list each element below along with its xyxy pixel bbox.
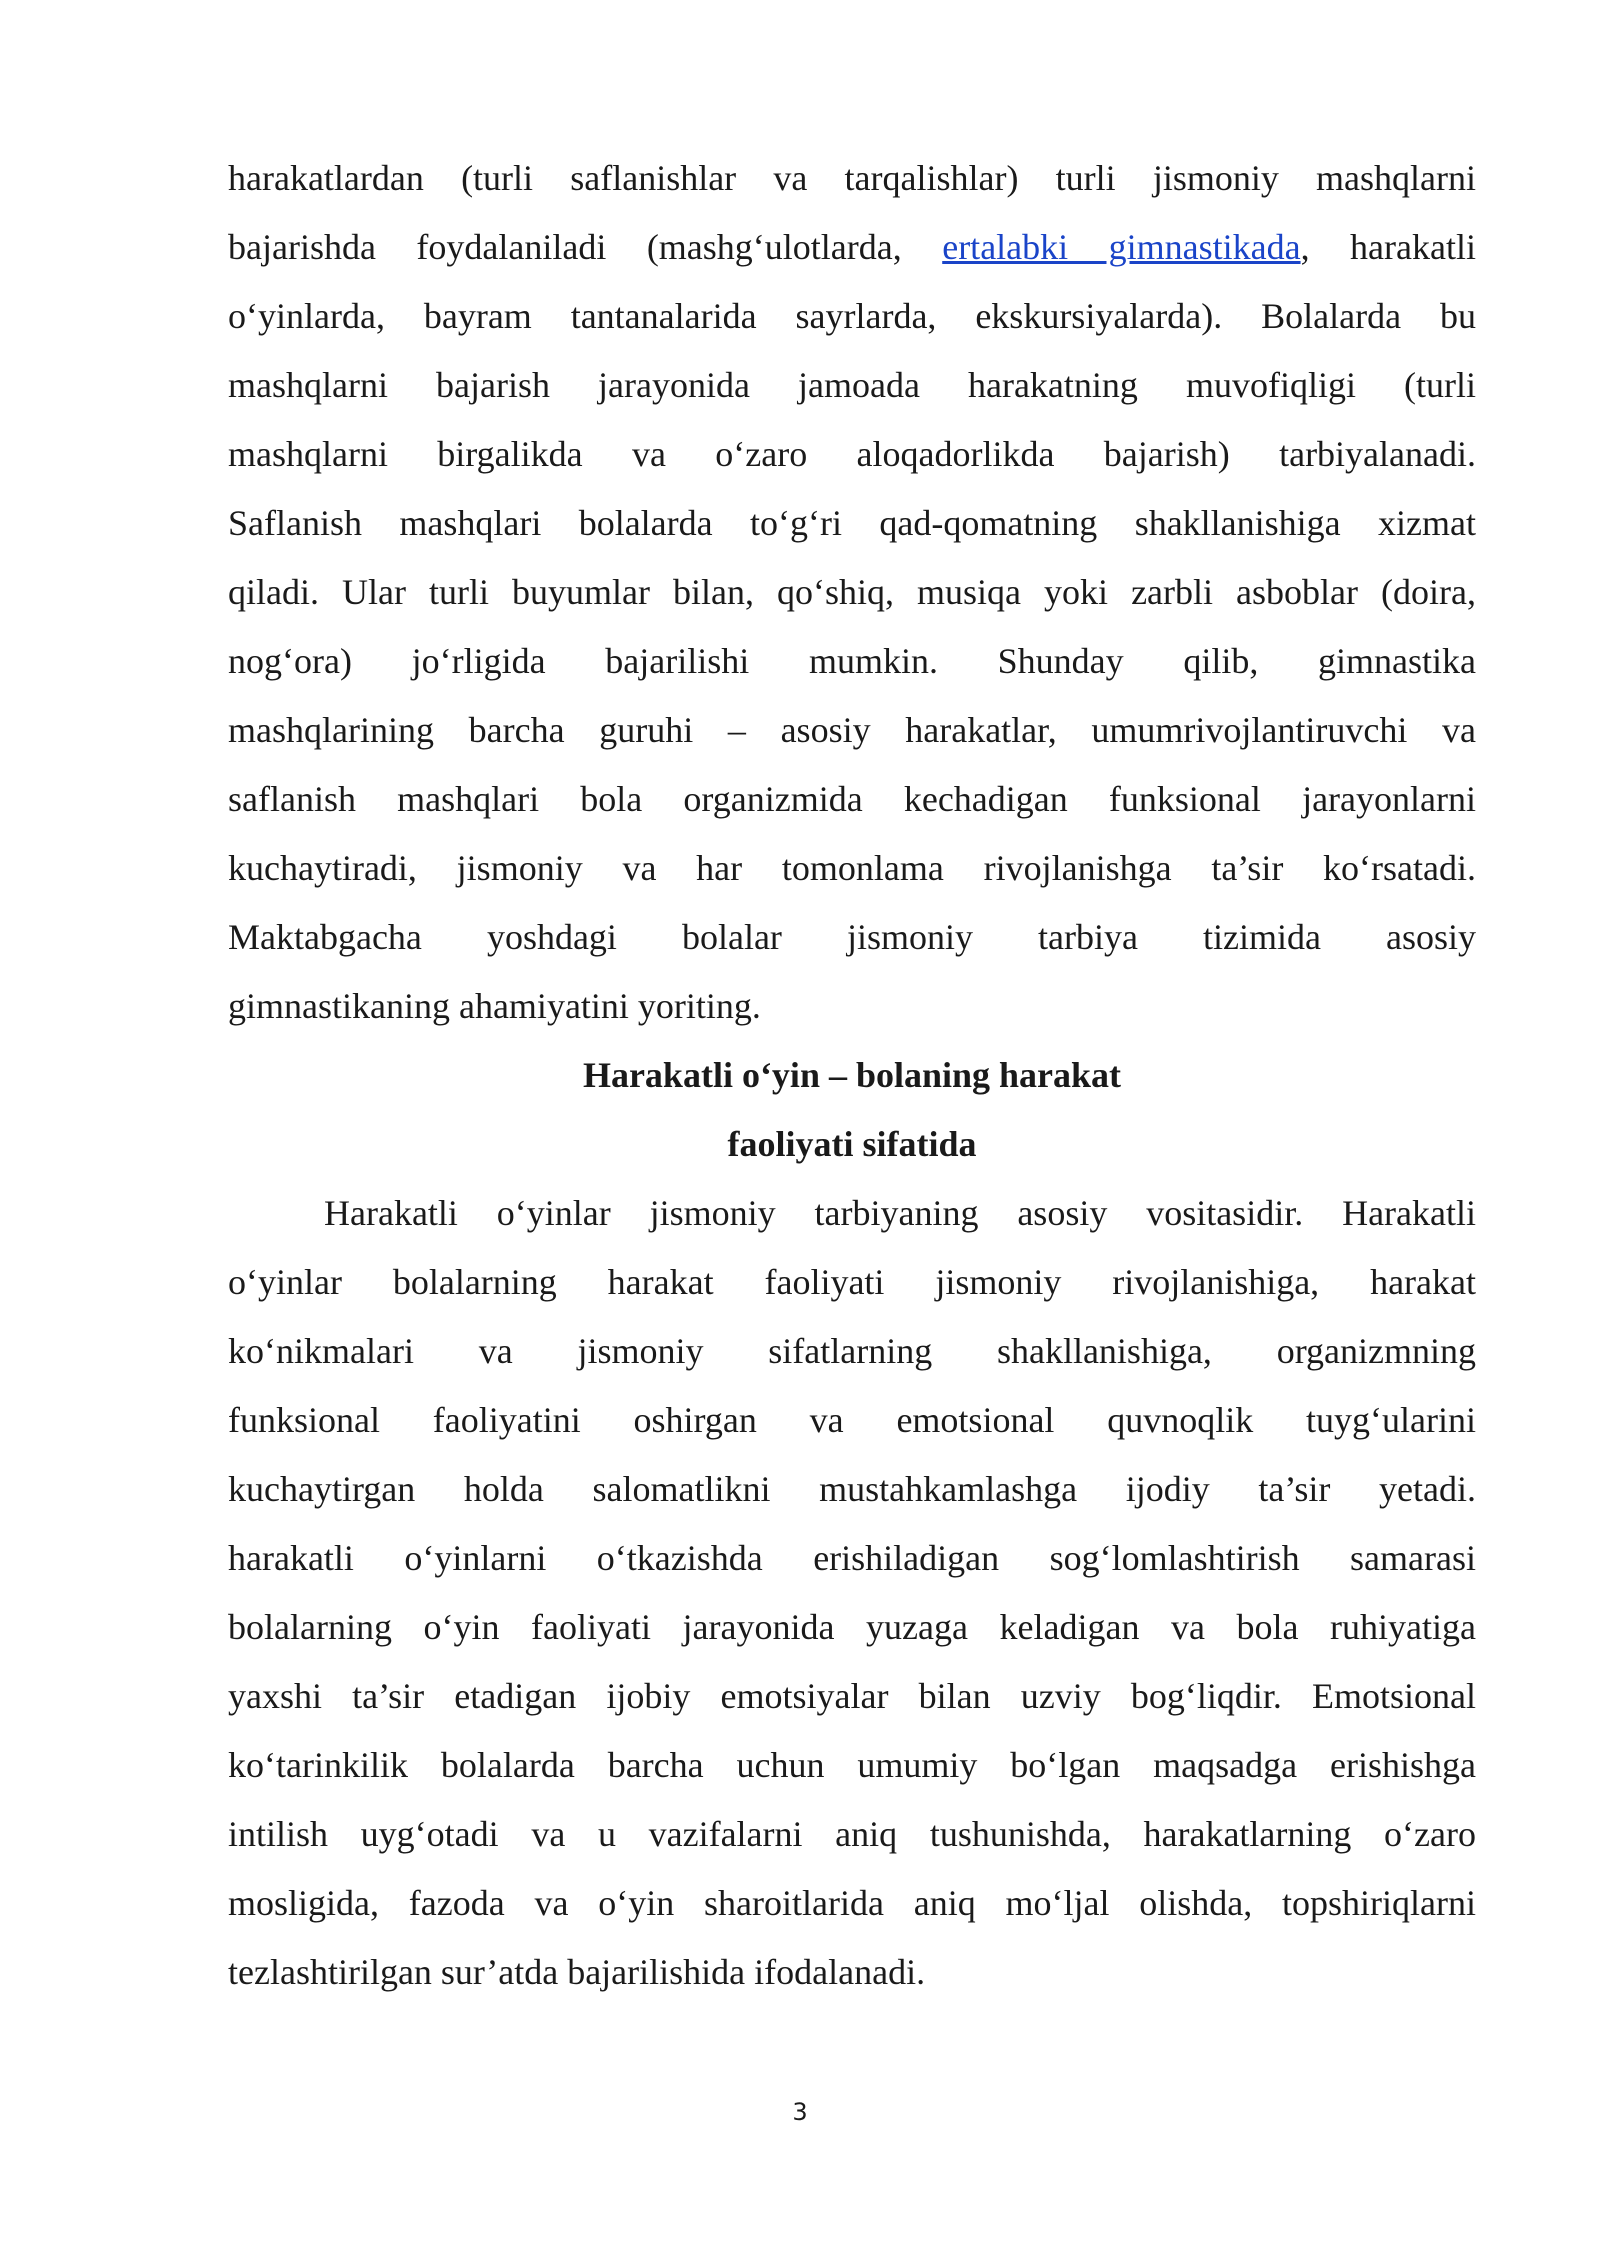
text-segment: , harakatli bbox=[1300, 227, 1476, 267]
text-line: yaxshi ta’sir etadigan ijobiy emotsiyalar bilan uzviy bog‘liqdir. Emotsional bbox=[228, 1676, 1476, 1716]
text-line: bolalarning o‘yin faoliyati jarayonida yuzaga keladigan va bola ruhiyatiga bbox=[228, 1607, 1476, 1647]
text-line: Maktabgacha yoshdagi bolalar jismoniy tarbiya tizimida asosiy bbox=[228, 917, 1476, 957]
text-line: mashqlarining barcha guruhi – asosiy harakatlar, umumrivojlantiruvchi va bbox=[228, 710, 1476, 750]
text-line: ko‘tarinkilik bolalarda barcha uchun umumiy bo‘lgan maqsadga erishishga bbox=[228, 1745, 1476, 1785]
text-line: gimnastikaning ahamiyatini yoriting. bbox=[228, 986, 761, 1026]
text-line: harakatli o‘yinlarni o‘tkazishda erishiladigan sog‘lomlashtirish samarasi bbox=[228, 1538, 1476, 1578]
text-line: intilish uyg‘otadi va u vazifalarni aniq tushunishda, harakatlarning o‘zaro bbox=[228, 1814, 1476, 1854]
text-line: harakatlardan (turli saflanishlar va tarqalishlar) turli jismoniy mashqlarni bbox=[228, 158, 1476, 198]
text-line: nog‘ora) jo‘rligida bajarilishi mumkin. Shunday qilib, gimnastika bbox=[228, 641, 1476, 681]
text-line: tezlashtirilgan sur’atda bajarilishida ifodalanadi. bbox=[228, 1952, 926, 1992]
morning-gymnastics-link[interactable]: ertalabki gimnastikada bbox=[942, 227, 1301, 267]
text-line: funksional faoliyatini oshirgan va emotsional quvnoqlik tuyg‘ularini bbox=[228, 1400, 1476, 1440]
text-segment: bajarishda foydalaniladi (mashg‘ulotlarda, bbox=[228, 227, 943, 267]
page-number: 3 bbox=[792, 2098, 808, 2126]
text-line: mosligida, fazoda va o‘yin sharoitlarida aniq mo‘ljal olishda, topshiriqlarni bbox=[228, 1883, 1476, 1923]
page-content bbox=[228, 148, 1476, 2011]
text-line: kuchaytirgan holda salomatlikni mustahkamlashga ijodiy ta’sir yetadi. bbox=[228, 1469, 1476, 1509]
text-line: kuchaytiradi, jismoniy va har tomonlama rivojlanishga ta’sir ko‘rsatadi. bbox=[228, 848, 1476, 888]
section-heading bbox=[228, 1045, 1476, 1183]
text-line: saflanish mashqlari bola organizmida kechadigan funksional jarayonlarni bbox=[228, 779, 1476, 819]
paragraph-active-games bbox=[228, 1183, 1476, 2011]
text-line: Harakatli o‘yinlar jismoniy tarbiyaning asosiy vositasidir. Harakatli bbox=[324, 1193, 1476, 1233]
paragraph-gymnastics bbox=[228, 148, 1476, 1045]
text-line: o‘yinlarda, bayram tantanalarida sayrlarda, ekskursiyalarda). Bolalarda bu bbox=[228, 296, 1476, 336]
text-line: Saflanish mashqlari bolalarda to‘g‘ri qad-qomatning shakllanishiga xizmat bbox=[228, 503, 1476, 543]
text-line: mashqlarni bajarish jarayonida jamoada harakatning muvofiqligi (turli bbox=[228, 365, 1476, 405]
heading-line: faoliyati sifatida bbox=[727, 1124, 977, 1164]
text-line: qiladi. Ular turli buyumlar bilan, qo‘shiq, musiqa yoki zarbli asboblar (doira, bbox=[228, 572, 1476, 612]
text-line: ko‘nikmalari va jismoniy sifatlarning shakllanishiga, organizmning bbox=[228, 1331, 1476, 1371]
text-line: mashqlarni birgalikda va o‘zaro aloqadorlikda bajarish) tarbiyalanadi. bbox=[228, 434, 1476, 474]
text-line-with-link bbox=[228, 217, 1476, 286]
heading-line: Harakatli o‘yin – bolaning harakat bbox=[582, 1055, 1122, 1095]
text-line: o‘yinlar bolalarning harakat faoliyati jismoniy rivojlanishiga, harakat bbox=[228, 1262, 1476, 1302]
